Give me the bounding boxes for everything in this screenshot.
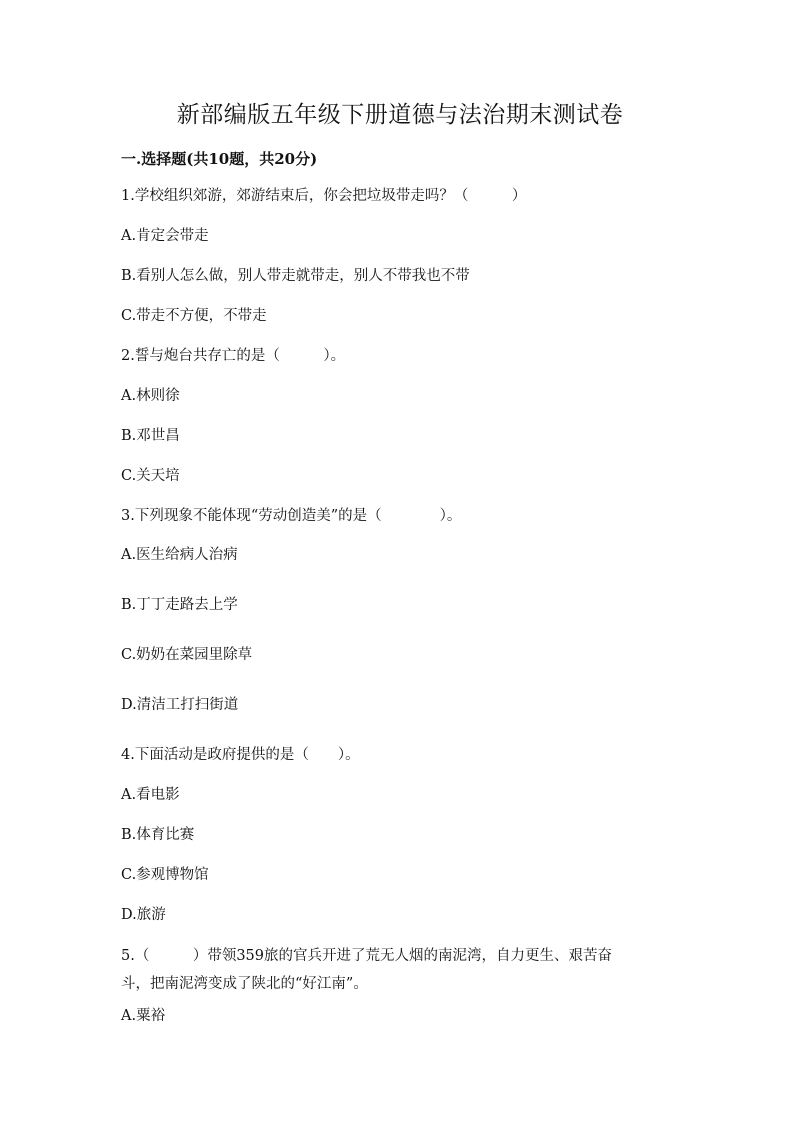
question-stem: 3.下列现象不能体现“劳动创造美”的是（ ）。 (121, 508, 462, 524)
question-stem-line: 斗，把南泥湾变成了陕北的“好江南”。 (121, 976, 368, 992)
question-option: C.奶奶在菜园里除草 (121, 647, 253, 663)
question-option: B.丁丁走路去上学 (121, 597, 238, 613)
question-option: D.清洁工打扫街道 (121, 697, 239, 713)
question-stem (121, 942, 681, 998)
page-title: 新部编版五年级下册道德与法治期末测试卷 (176, 102, 624, 128)
question-option: A.医生给病人治病 (121, 547, 238, 563)
question-option: C.带走不方便，不带走 (121, 308, 267, 324)
question-option: A.林则徐 (121, 388, 180, 404)
question-option: A.肯定会带走 (121, 228, 209, 244)
question-stem: 4.下面活动是政府提供的是（ ）。 (121, 747, 360, 763)
question-stem-line: 5.（ ）带领359旅的官兵开进了荒无人烟的南泥湾，自力更生、艰苦奋 (121, 948, 613, 964)
question-option: A.看电影 (121, 787, 180, 803)
question-option: C.参观博物馆 (121, 867, 209, 883)
question-option: A.粟裕 (121, 1008, 166, 1024)
question-option: D.旅游 (121, 907, 166, 923)
question-option: B.邓世昌 (121, 428, 180, 444)
question-option: C.关天培 (121, 468, 180, 484)
question-option: B.体育比赛 (121, 827, 195, 843)
question-stem: 2.誓与炮台共存亡的是（ ）。 (121, 348, 346, 364)
question-stem: 1.学校组织郊游，郊游结束后，你会把垃圾带走吗？（ ） (121, 188, 527, 204)
question-option: B.看别人怎么做，别人带走就带走，别人不带我也不带 (121, 268, 470, 284)
section-heading: 一.选择题(共10题，共20分) (121, 150, 318, 168)
